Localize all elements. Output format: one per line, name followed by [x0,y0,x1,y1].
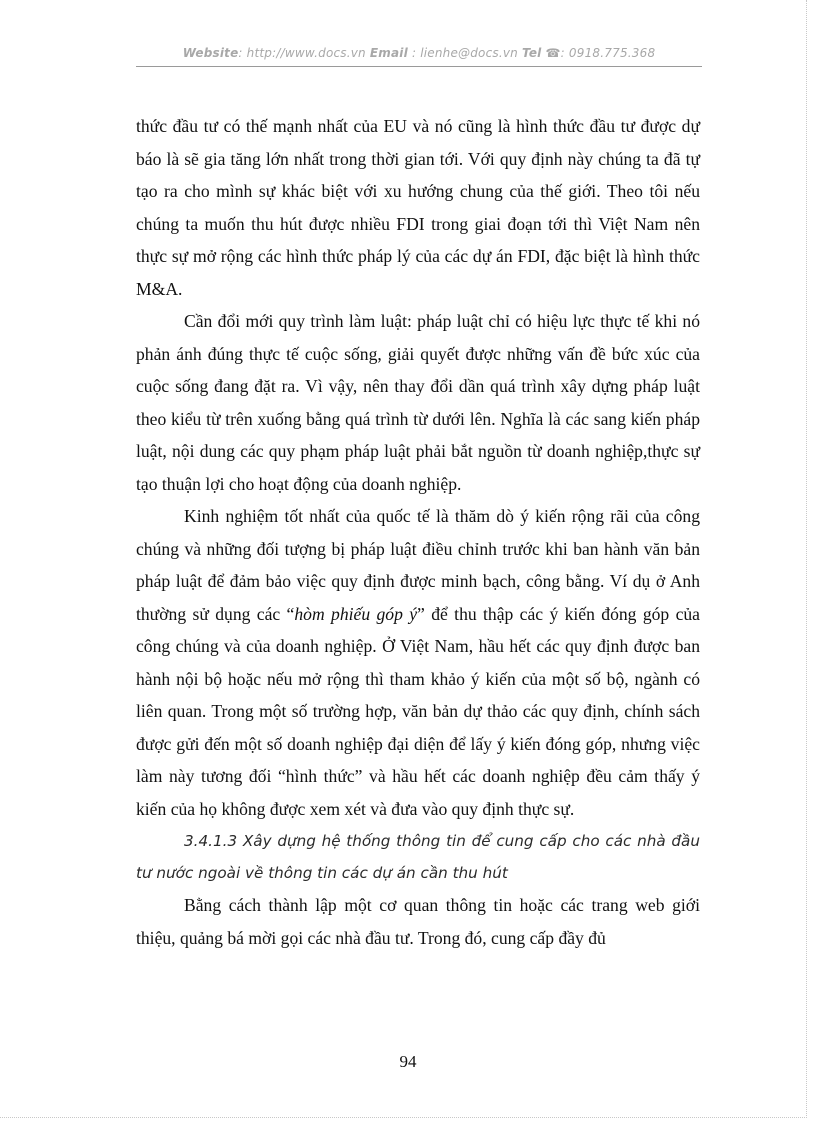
paragraph-law-reform: Cần đổi mới quy trình làm luật: pháp luật chỉ có hiệu lực thực tế khi nó phản ánh đúng thực tế cuộc sống, giải quyết được những vấn đề bức xúc của cuộc sống đang đặt ra. Vì vậy, nên thay đổi dần quá trình xây dựng pháp luật theo kiểu từ trên xuống bằng quá trình từ dưới lên. Nghĩa là các sang kiến pháp luật, nội dung các quy phạm pháp luật phải bắt nguồn từ doanh nghiệp,thực sự tạo thuận lợi cho hoạt động của doanh nghiệp. [136,311,700,494]
page-header [136,46,702,60]
paragraph-information-office: Bằng cách thành lập một cơ quan thông tin hoặc các trang web giới thiệu, quảng bá mời gọi các nhà đầu tư. Trong đó, cung cấp đầy đủ [136,895,700,948]
email-address: : lienhe@docs.vn [411,46,518,60]
tel-number: : 0918.775.368 [560,46,656,60]
p3-text-before: Kinh nghiệm tốt nhất của quốc tế là thăm dò ý kiến rộng rãi của công chúng và những đối tượng bị pháp luật điều chỉnh trước khi ban hành văn bản pháp luật để đảm bảo việc quy định được minh bạch, công bằng. Ví dụ ở Anh thường sử dụng các “ [136,506,700,624]
section-heading: 3.4.1.3 Xây dựng hệ thống thông tin để cung cấp cho các nhà đầu tư nước ngoài về thông tin các dự án cần thu hút [136,832,700,882]
header-divider [136,66,702,67]
page-number: 94 [399,1052,417,1071]
phone-icon: ☎ [545,46,561,60]
p3-italic-phrase: hòm phiếu góp ý [294,603,418,624]
website-label: Website [182,46,239,60]
paragraph-international-experience [136,500,700,825]
website-url: : http://www.docs.vn [238,46,366,60]
paragraph-continuation: thức đầu tư có thế mạnh nhất của EU và nó cũng là hình thức đầu tư được dự báo là sẽ gia tăng lớn nhất trong thời gian tới. Với quy định này chúng ta đã tự tạo ra cho mình sự khác biệt với xu hướng chung của thế giới. Theo tôi nếu chúng ta muốn thu hút được nhiều FDI trong giai đoạn tới thì Việt Nam nên thực sự mở rộng các hình thức pháp lý của các dự án FDI, đặc biệt là hình thức M&A. [136,116,700,299]
email-label: Email [369,46,408,60]
p3-text-after: ” để thu thập các ý kiến đóng góp của công chúng và của doanh nghiệp. Ở Việt Nam, hầu hết các quy định được ban hành nội bộ hoặc nếu mở rộng thì tham khảo ý kiến của một số bộ, ngành có liên quan. Trong một số trường hợp, văn bản dự thảo các quy định, chính sách được gửi đến một số doanh nghiệp đại diện để lấy ý kiến đóng góp, nhưng việc làm này tương đối “hình thức” và hầu hết các doanh nghiệp đều cảm thấy ý kiến của họ không được xem xét và đưa vào quy định thực sự. [136,603,700,819]
document-body [136,110,700,954]
tel-label: Tel [522,46,542,60]
